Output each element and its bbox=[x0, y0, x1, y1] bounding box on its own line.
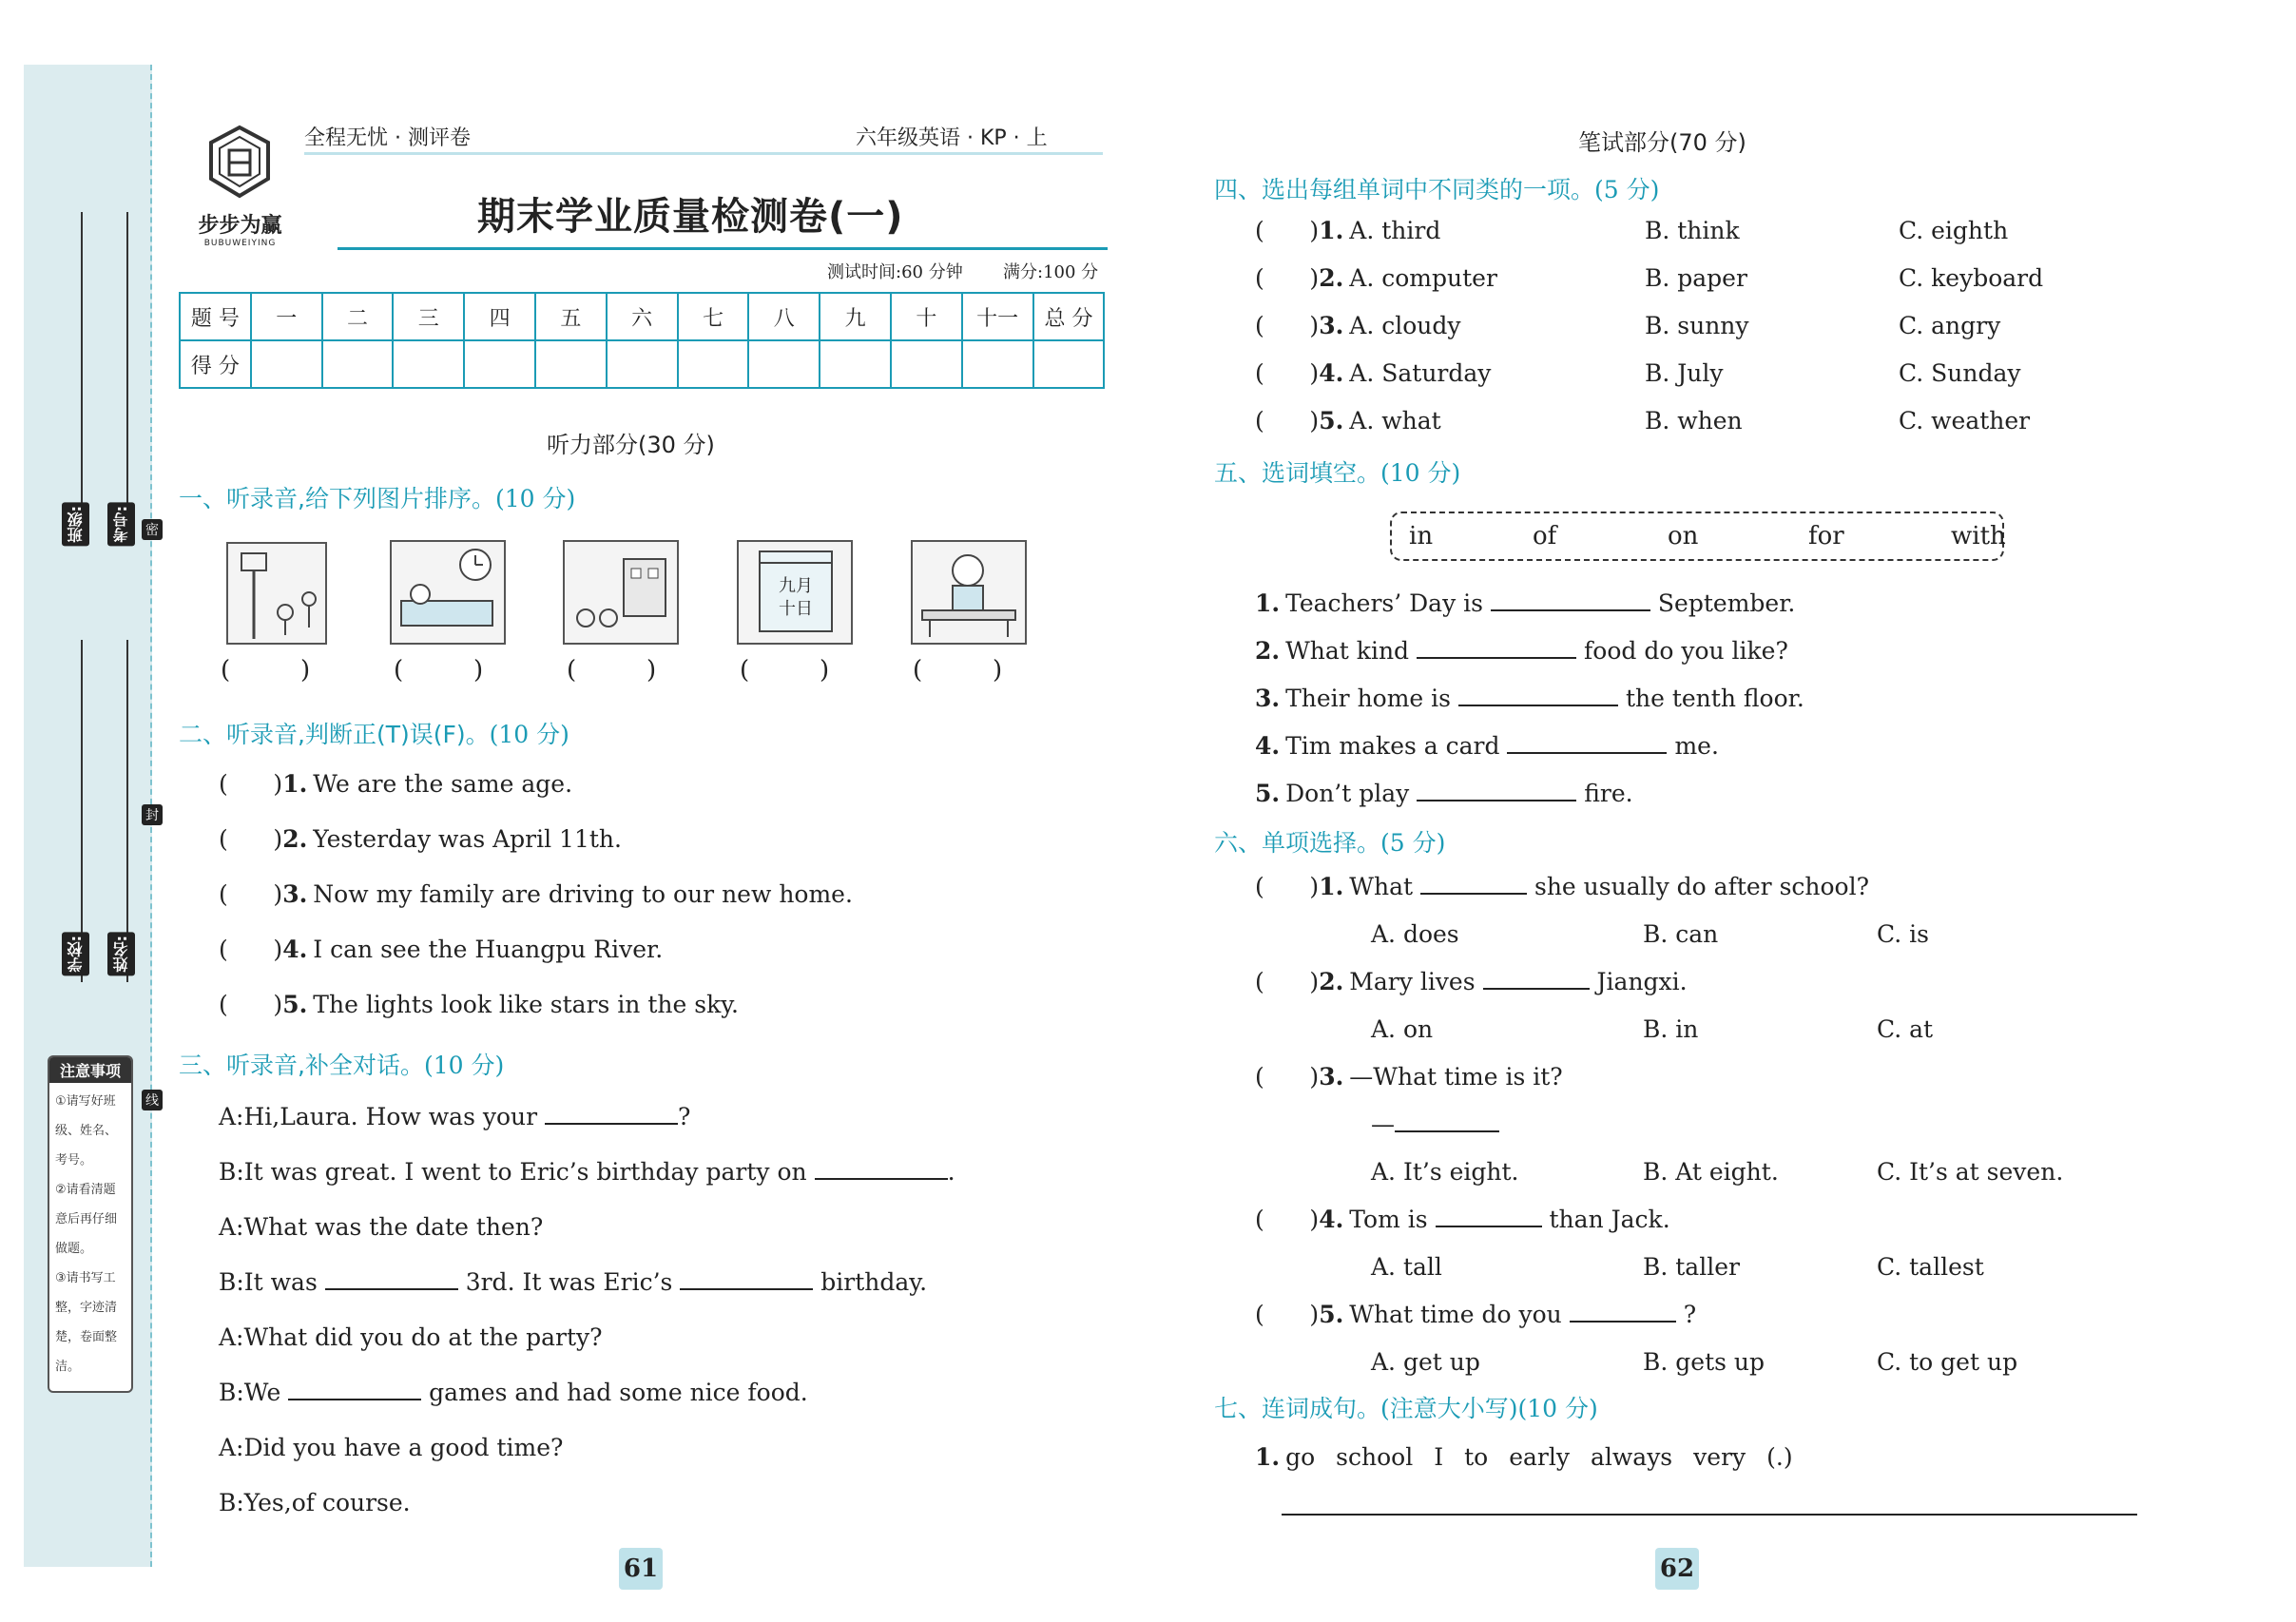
item-number: 5. bbox=[1319, 1301, 1344, 1328]
mc-option: A. get up bbox=[1371, 1348, 1480, 1376]
answer-blank[interactable] bbox=[1507, 752, 1667, 754]
answer-paren-open: ( bbox=[740, 656, 750, 685]
answer-paren-close: ) bbox=[646, 656, 657, 685]
field-line bbox=[81, 640, 83, 982]
notice-title: 注意事项 bbox=[49, 1057, 131, 1083]
answer-blank[interactable] bbox=[1458, 705, 1618, 706]
option-a: A. third bbox=[1349, 217, 1441, 244]
score-header-cell: 八 bbox=[748, 293, 820, 340]
score-header-cell: 总 分 bbox=[1033, 293, 1105, 340]
option-a: A. Saturday bbox=[1349, 359, 1492, 387]
answer-paren[interactable]: ( ) bbox=[1255, 407, 1320, 434]
option-b: B. sunny bbox=[1645, 312, 1749, 339]
item-text: September. bbox=[1657, 589, 1796, 617]
mc-option: B. gets up bbox=[1643, 1348, 1765, 1376]
score-table-score-row bbox=[180, 340, 1104, 388]
item-number: 5. bbox=[1319, 407, 1344, 434]
mc-option: B. can bbox=[1643, 920, 1719, 948]
option-c: C. angry bbox=[1899, 312, 2001, 339]
item-text: Teachers’ Day is bbox=[1285, 589, 1483, 617]
school-bike-icon bbox=[565, 542, 677, 643]
seal-mi-icon: 密 bbox=[142, 519, 163, 540]
seal-xian-icon: 线 bbox=[142, 1090, 163, 1110]
item-number: 4. bbox=[282, 936, 308, 963]
item-text: What kind bbox=[1285, 637, 1410, 665]
word-bank-word: with bbox=[1951, 522, 2006, 550]
dialog-line-6: B:We games and had some nice food. bbox=[219, 1379, 808, 1406]
answer-blank[interactable] bbox=[1491, 609, 1650, 611]
logo-subtext: BUBUWEIYING bbox=[203, 239, 277, 248]
mc-option: C. at bbox=[1877, 1015, 1934, 1043]
section-6-title: 六、单项选择。(5 分) bbox=[1214, 829, 1446, 857]
mc-option: B. At eight. bbox=[1643, 1158, 1779, 1186]
score-cell[interactable] bbox=[464, 340, 535, 388]
section-4-title: 四、选出每组单词中不同类的一项。(5 分) bbox=[1214, 176, 1660, 203]
fill-item bbox=[1255, 780, 1633, 807]
item-text: Don’t play bbox=[1285, 780, 1410, 807]
item-number: 5. bbox=[282, 991, 308, 1018]
mc-item bbox=[1255, 873, 1869, 900]
scramble-item bbox=[1255, 1443, 1793, 1471]
item-text: What time do you bbox=[1349, 1301, 1562, 1328]
word-bank-word: in bbox=[1409, 522, 1434, 550]
score-cell[interactable] bbox=[962, 340, 1033, 388]
score-header-cell: 六 bbox=[607, 293, 678, 340]
mc-option: B. taller bbox=[1643, 1253, 1740, 1281]
answer-paren[interactable]: ( ) bbox=[1255, 217, 1320, 244]
exam-time: 测试时间:60 分钟 bbox=[827, 262, 963, 282]
item-number: 3. bbox=[1319, 312, 1344, 339]
dialog-line-1: A:Hi,Laura. How was your ? bbox=[219, 1103, 691, 1130]
notice-line: 级、姓名、 bbox=[55, 1124, 118, 1138]
scramble-word: go bbox=[1285, 1443, 1316, 1471]
tf-item bbox=[219, 770, 572, 798]
odd-one-item bbox=[1255, 407, 1441, 434]
answer-paren[interactable]: ( ) bbox=[1255, 264, 1320, 292]
section-2-title: 二、听录音,判断正(T)误(F)。(10 分) bbox=[179, 721, 569, 748]
score-cell[interactable] bbox=[891, 340, 962, 388]
picture-2 bbox=[390, 540, 506, 645]
item-text: —What time is it? bbox=[1349, 1063, 1563, 1091]
score-header-cell: 十一 bbox=[962, 293, 1033, 340]
score-header-cell: 二 bbox=[322, 293, 394, 340]
field-line bbox=[126, 212, 128, 540]
score-header-cell: 三 bbox=[393, 293, 464, 340]
answer-blank[interactable] bbox=[1417, 800, 1576, 801]
basketball-icon bbox=[228, 544, 325, 643]
exam-number-label: 考号: bbox=[107, 502, 135, 546]
score-table-header-row bbox=[180, 293, 1104, 340]
notice-line: 楚，卷面整 bbox=[55, 1330, 118, 1344]
calendar-day: 十日 bbox=[779, 599, 813, 619]
item-number: 1. bbox=[282, 770, 308, 798]
calendar-month: 九月 bbox=[779, 576, 813, 596]
page-number-left: 61 bbox=[619, 1548, 663, 1590]
item-text: Yesterday was April 11th. bbox=[313, 825, 622, 853]
answer-blank[interactable] bbox=[680, 1288, 813, 1290]
bed-clock-icon bbox=[392, 542, 504, 643]
item-number: 5. bbox=[1255, 780, 1281, 807]
score-row-label: 得 分 bbox=[180, 340, 251, 388]
item-text: I can see the Huangpu River. bbox=[313, 936, 664, 963]
answer-paren[interactable]: ( ) bbox=[1255, 1301, 1320, 1328]
logo-text: 步步为赢 bbox=[198, 214, 282, 238]
exam-full-score: 满分:100 分 bbox=[1003, 262, 1099, 282]
item-number: 2. bbox=[1319, 968, 1344, 995]
word-bank bbox=[1390, 512, 2004, 561]
scramble-word: I bbox=[1434, 1443, 1444, 1471]
dialog-line-3: A:What was the date then? bbox=[219, 1213, 544, 1241]
mc-option: C. It’s at seven. bbox=[1877, 1158, 2064, 1186]
answer-paren-close: ) bbox=[300, 656, 311, 685]
picture-3 bbox=[563, 540, 679, 645]
teacher-desk-icon bbox=[913, 542, 1025, 643]
notice-line: 做题。 bbox=[55, 1242, 93, 1256]
exam-title: 期末学业质量检测卷(一) bbox=[477, 195, 904, 239]
item-number: 3. bbox=[1255, 685, 1281, 712]
notice-box bbox=[48, 1055, 133, 1393]
answer-paren[interactable]: ( ) bbox=[219, 880, 283, 908]
option-b: B. paper bbox=[1645, 264, 1747, 292]
fill-item bbox=[1255, 685, 1804, 712]
picture-1 bbox=[226, 542, 327, 645]
item-text: the tenth floor. bbox=[1625, 685, 1804, 712]
answer-blank[interactable] bbox=[815, 1178, 948, 1180]
word-bank-word: for bbox=[1808, 522, 1844, 550]
item-text: Jiangxi. bbox=[1596, 968, 1688, 995]
item-number: 2. bbox=[282, 825, 308, 853]
answer-paren-open: ( bbox=[221, 656, 231, 685]
answer-paren[interactable]: ( ) bbox=[1255, 312, 1320, 339]
answer-paren-close: ) bbox=[820, 656, 830, 685]
answer-paren[interactable]: ( ) bbox=[1255, 873, 1320, 900]
answer-paren[interactable]: ( ) bbox=[1255, 968, 1320, 995]
notice-line: 整，字迹清 bbox=[55, 1301, 118, 1315]
item-number: 1. bbox=[1255, 1443, 1281, 1471]
mc-option: C. tallest bbox=[1877, 1253, 1984, 1281]
score-header-cell: 七 bbox=[678, 293, 749, 340]
odd-one-item bbox=[1255, 359, 1491, 387]
mc-option: A. It’s eight. bbox=[1371, 1158, 1519, 1186]
tf-item bbox=[219, 825, 622, 853]
option-a: A. what bbox=[1349, 407, 1441, 434]
dialog-line-5: A:What did you do at the party? bbox=[219, 1323, 603, 1351]
notice-line: 考号。 bbox=[55, 1153, 93, 1168]
header-rule bbox=[304, 152, 1103, 155]
item-number: 3. bbox=[282, 880, 308, 908]
answer-paren-close: ) bbox=[473, 656, 484, 685]
item-number: 3. bbox=[1319, 1063, 1344, 1091]
score-header-cell: 四 bbox=[464, 293, 535, 340]
option-c: C. keyboard bbox=[1899, 264, 2044, 292]
option-b: B. think bbox=[1645, 217, 1740, 244]
score-cell[interactable] bbox=[678, 340, 749, 388]
answer-blank[interactable] bbox=[545, 1123, 678, 1125]
item-text: Tim makes a card bbox=[1285, 732, 1500, 760]
written-title: 笔试部分(70 分) bbox=[1578, 129, 1746, 156]
item-number: 2. bbox=[1319, 264, 1344, 292]
notice-line: ②请看清题 bbox=[55, 1183, 116, 1197]
series-name: 全程无忧 · 测评卷 bbox=[304, 126, 471, 150]
item-text: food do you like? bbox=[1584, 637, 1788, 665]
scramble-word: always bbox=[1590, 1443, 1673, 1471]
item-text: she usually do after school? bbox=[1534, 873, 1870, 900]
notice-line: ①请写好班 bbox=[55, 1094, 116, 1109]
score-header-cell: 五 bbox=[535, 293, 607, 340]
answer-paren[interactable]: ( ) bbox=[1255, 359, 1320, 387]
answer-blank[interactable] bbox=[1417, 657, 1576, 659]
section-3-title: 三、听录音,补全对话。(10 分) bbox=[179, 1052, 505, 1079]
item-text: Mary lives bbox=[1349, 968, 1476, 995]
reply-line bbox=[1371, 1110, 1499, 1138]
score-cell[interactable] bbox=[251, 340, 322, 388]
section-5-title: 五、选词填空。(10 分) bbox=[1214, 459, 1461, 487]
class-label: 班级: bbox=[62, 502, 89, 546]
section-7-title: 七、连词成句。(注意大小写)(10 分) bbox=[1214, 1395, 1598, 1422]
score-cell[interactable] bbox=[393, 340, 464, 388]
answer-paren[interactable]: ( ) bbox=[219, 825, 283, 853]
item-text: Their home is bbox=[1285, 685, 1451, 712]
seal-feng-icon: 封 bbox=[142, 804, 163, 825]
score-cell[interactable] bbox=[748, 340, 820, 388]
option-b: B. July bbox=[1645, 359, 1724, 387]
score-cell[interactable] bbox=[1033, 340, 1105, 388]
mc-option: A. does bbox=[1371, 920, 1459, 948]
word-bank-word: on bbox=[1668, 522, 1699, 550]
notice-body bbox=[49, 1083, 131, 1385]
mc-item bbox=[1255, 1206, 1670, 1233]
item-text: than Jack. bbox=[1549, 1206, 1670, 1233]
answer-paren[interactable]: ( ) bbox=[219, 936, 283, 963]
tf-item bbox=[219, 936, 663, 963]
grade-subject: 六年级英语 · KP · 上 bbox=[856, 126, 1048, 150]
score-cell[interactable] bbox=[607, 340, 678, 388]
field-line bbox=[81, 212, 83, 540]
scramble-word: early bbox=[1509, 1443, 1570, 1471]
mc-item bbox=[1255, 968, 1688, 995]
fill-item bbox=[1255, 732, 1719, 760]
answer-blank[interactable] bbox=[1570, 1321, 1676, 1323]
item-text: — bbox=[1371, 1110, 1395, 1138]
item-number: 4. bbox=[1319, 1206, 1344, 1233]
notice-line: ③请书写工 bbox=[55, 1271, 116, 1285]
score-cell[interactable] bbox=[535, 340, 607, 388]
answer-paren[interactable]: ( ) bbox=[219, 770, 283, 798]
mc-option: A. on bbox=[1371, 1015, 1434, 1043]
mc-option: A. tall bbox=[1371, 1253, 1442, 1281]
option-b: B. when bbox=[1645, 407, 1743, 434]
answer-blank[interactable] bbox=[1436, 1226, 1542, 1227]
mc-option: C. to get up bbox=[1877, 1348, 2018, 1376]
field-line bbox=[126, 640, 128, 982]
score-table bbox=[179, 292, 1105, 389]
item-number: 4. bbox=[1255, 732, 1281, 760]
name-label: 姓名: bbox=[107, 932, 135, 975]
score-header-cell: 九 bbox=[820, 293, 891, 340]
title-underline bbox=[338, 247, 1108, 250]
scramble-word: to bbox=[1464, 1443, 1489, 1471]
scramble-word: very bbox=[1693, 1443, 1746, 1471]
score-header-cell: 十 bbox=[891, 293, 962, 340]
option-c: C. Sunday bbox=[1899, 359, 2021, 387]
scramble-word: school bbox=[1336, 1443, 1414, 1471]
picture-5 bbox=[911, 540, 1027, 645]
item-text: fire. bbox=[1584, 780, 1633, 807]
item-number: 1. bbox=[1255, 589, 1281, 617]
odd-one-item bbox=[1255, 264, 1497, 292]
score-cell[interactable] bbox=[820, 340, 891, 388]
dialog-line-4: B:It was 3rd. It was Eric’s birthday. bbox=[219, 1268, 928, 1296]
fill-item bbox=[1255, 637, 1788, 665]
scramble-word: (.) bbox=[1766, 1443, 1793, 1471]
answer-paren-open: ( bbox=[913, 656, 923, 685]
answer-blank[interactable] bbox=[1420, 893, 1527, 895]
item-text: Tom is bbox=[1349, 1206, 1428, 1233]
notice-line: 意后再仔细 bbox=[55, 1212, 118, 1226]
answer-blank[interactable] bbox=[1395, 1130, 1499, 1132]
item-text: me. bbox=[1674, 732, 1719, 760]
mc-item bbox=[1255, 1301, 1696, 1328]
score-cell[interactable] bbox=[322, 340, 394, 388]
mc-option: C. is bbox=[1877, 920, 1929, 948]
mc-item bbox=[1255, 1063, 1563, 1091]
notice-line: 洁。 bbox=[55, 1360, 81, 1374]
answer-paren-close: ) bbox=[993, 656, 1003, 685]
option-c: C. eighth bbox=[1899, 217, 2009, 244]
item-number: 1. bbox=[1319, 217, 1344, 244]
listening-title: 听力部分(30 分) bbox=[547, 432, 715, 458]
answer-line[interactable] bbox=[1282, 1514, 2137, 1516]
section-1-title: 一、听录音,给下列图片排序。(10 分) bbox=[179, 485, 576, 512]
picture-4 bbox=[737, 540, 853, 645]
item-text: ? bbox=[1683, 1301, 1697, 1328]
item-number: 2. bbox=[1255, 637, 1281, 665]
odd-one-item bbox=[1255, 312, 1461, 339]
dialog-line-7: A:Did you have a good time? bbox=[219, 1434, 564, 1461]
logo bbox=[185, 122, 295, 248]
option-a: A. computer bbox=[1349, 264, 1497, 292]
odd-one-item bbox=[1255, 217, 1440, 244]
tf-item bbox=[219, 880, 853, 908]
tf-item bbox=[219, 991, 739, 1018]
item-text: We are the same age. bbox=[313, 770, 573, 798]
item-text: The lights look like stars in the sky. bbox=[313, 991, 739, 1018]
score-header-cell: 一 bbox=[251, 293, 322, 340]
school-label: 学校: bbox=[62, 932, 89, 975]
logo-icon bbox=[185, 122, 295, 207]
option-c: C. weather bbox=[1899, 407, 2031, 434]
answer-blank[interactable] bbox=[288, 1399, 421, 1400]
answer-paren[interactable]: ( ) bbox=[1255, 1063, 1320, 1091]
item-number: 1. bbox=[1319, 873, 1344, 900]
score-header-cell: 题 号 bbox=[180, 293, 251, 340]
answer-paren-open: ( bbox=[567, 656, 577, 685]
fill-item bbox=[1255, 589, 1795, 617]
item-number: 4. bbox=[1319, 359, 1344, 387]
dialog-line-2: B:It was great. I went to Eric’s birthday party on . bbox=[219, 1158, 955, 1186]
option-a: A. cloudy bbox=[1349, 312, 1461, 339]
answer-paren[interactable]: ( ) bbox=[219, 991, 283, 1018]
answer-paren[interactable]: ( ) bbox=[1255, 1206, 1320, 1233]
item-text: What bbox=[1349, 873, 1414, 900]
mc-option: B. in bbox=[1643, 1015, 1699, 1043]
item-text: Now my family are driving to our new home. bbox=[313, 880, 853, 908]
answer-blank[interactable] bbox=[1483, 988, 1590, 990]
answer-paren-open: ( bbox=[394, 656, 404, 685]
page-number-right: 62 bbox=[1655, 1548, 1699, 1590]
calendar-icon bbox=[739, 542, 851, 643]
answer-blank[interactable] bbox=[325, 1288, 458, 1290]
word-bank-word: of bbox=[1533, 522, 1557, 550]
dialog-line-8: B:Yes,of course. bbox=[219, 1489, 411, 1516]
